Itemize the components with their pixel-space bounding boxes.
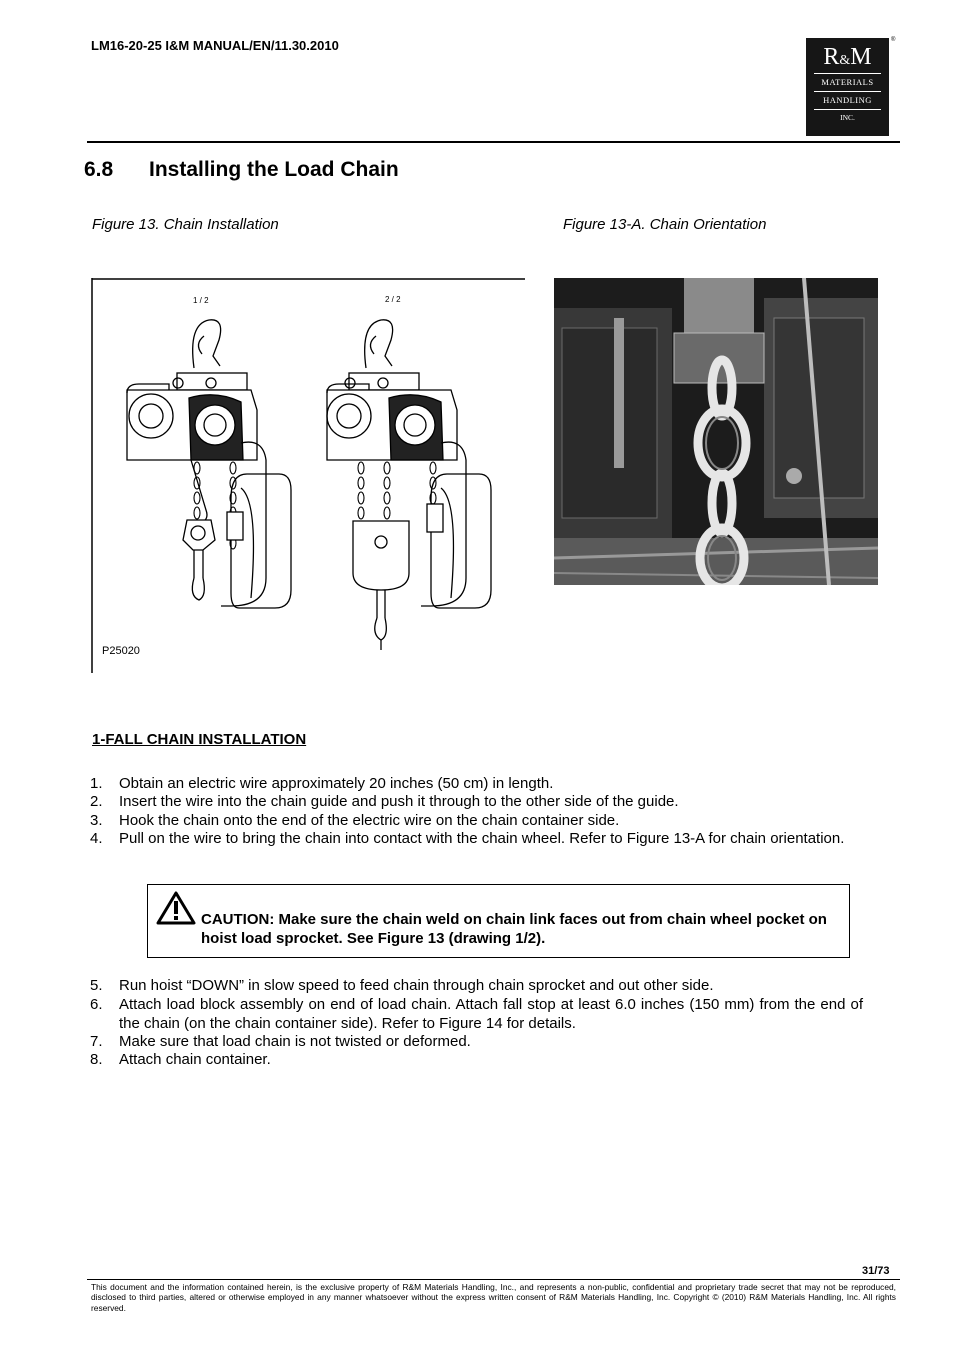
chain-installation-drawing [91, 278, 527, 673]
section-number: 6.8 [84, 158, 114, 181]
figure-13a-caption: Figure 13-A. Chain Orientation [563, 216, 767, 233]
hoist-drawing-1 [127, 320, 291, 608]
caution-box [147, 884, 850, 958]
document-id: LM16-20-25 I&M MANUAL/EN/11.30.2010 [91, 38, 339, 53]
legal-footer: This document and the information contained herein, is the exclusive property of R&M Materials Handling, Inc., and represents a non-public, confidential and proprietary trade secret that may not be reproduced, disclosed to third parties, altered or otherwise employed in any manner whatsoever without the express written consent of R&M Materials Handling, Inc. Copyright © (2010) R&M Materials Handling, Inc. All rights reserved. [91, 1282, 896, 1313]
list-item: 2. Insert the wire into the chain guide and push it through to the other side of the guide. [90, 793, 679, 810]
figure-13-caption: Figure 13. Chain Installation [92, 216, 279, 233]
list-item: 8. Attach chain container. [90, 1051, 271, 1068]
list-item: 3. Hook the chain onto the end of the electric wire on the chain container side. [90, 812, 620, 829]
drawing-label-1-2: 1 / 2 [193, 296, 209, 305]
page-number: 31/73 [862, 1265, 890, 1277]
warning-triangle-icon [156, 891, 196, 925]
caution-text: CAUTION: Make sure the chain weld on chain link faces out from chain wheel pocket on hoist load sprocket. See Figure 13 (drawing 1/2). [201, 911, 827, 947]
company-logo [806, 38, 889, 136]
list-item: 4. Pull on the wire to bring the chain into contact with the chain wheel. Refer to Figure 13-A for chain orientation. [90, 830, 845, 847]
list-item: 6. Attach load block assembly on end of load chain. Attach fall stop at least 6.0 inches (150 mm) from the end of the chain (on the chain container side). Refer to Figure 14 for details. [90, 996, 863, 1032]
hoist-drawing-2 [327, 320, 491, 650]
drawing-label-2-2: 2 / 2 [385, 295, 401, 304]
chain-orientation-photo [554, 278, 878, 585]
registered-mark: ® [891, 37, 896, 43]
header-divider [87, 141, 900, 143]
logo-line-materials: MATERIALS [821, 77, 874, 87]
drawing-code: P25020 [102, 645, 140, 657]
logo-brand: R&M [823, 44, 872, 70]
list-item: 7. Make sure that load chain is not twisted or deformed. [90, 1033, 471, 1050]
installation-subheading: 1-FALL CHAIN INSTALLATION [92, 731, 307, 748]
logo-line-handling: HANDLING [823, 95, 872, 105]
footer-divider [87, 1279, 900, 1280]
section-title: Installing the Load Chain [149, 158, 399, 181]
logo-line-inc: INC. [840, 113, 855, 122]
list-item: 5. Run hoist “DOWN” in slow speed to feed chain through chain sprocket and out other side. [90, 977, 714, 994]
list-item: 1. Obtain an electric wire approximately 20 inches (50 cm) in length. [90, 775, 554, 792]
